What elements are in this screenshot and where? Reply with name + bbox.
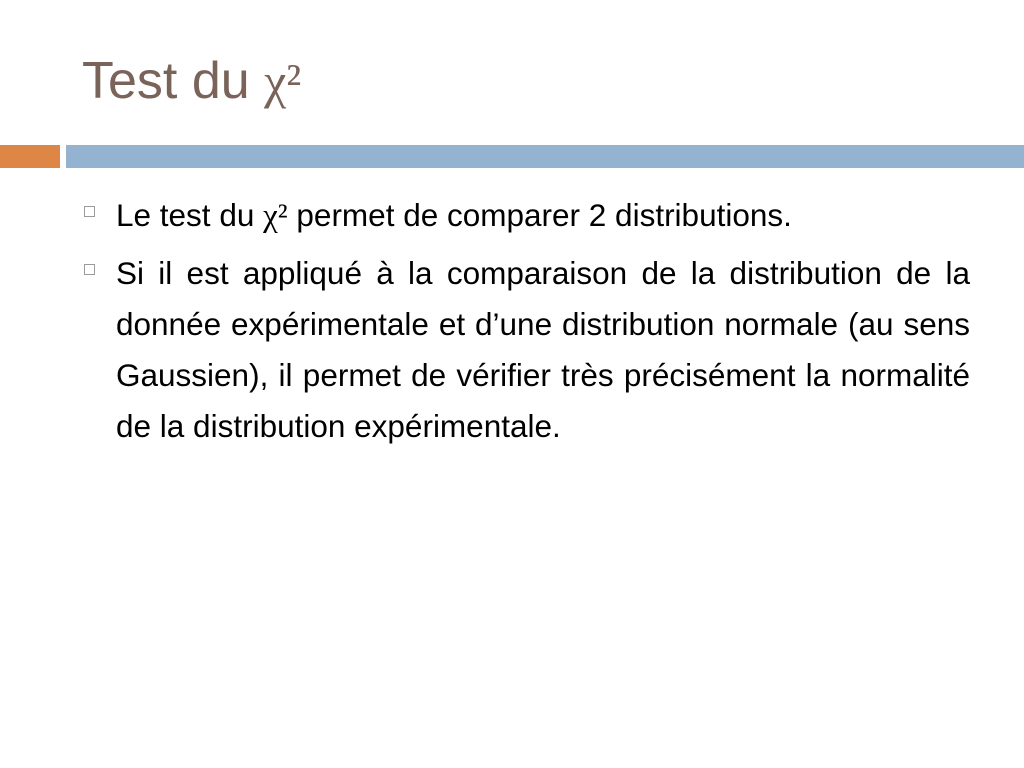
bullet-1-text-before: Le test du	[116, 197, 264, 233]
slide-title	[82, 48, 301, 114]
square-bullet-icon	[84, 206, 95, 217]
square-bullet-icon	[84, 264, 95, 275]
bullet-text-1	[116, 190, 970, 242]
bullet-list	[82, 190, 970, 458]
slide-title-text: Test du	[82, 52, 265, 110]
chi-squared-symbol: χ²	[264, 53, 302, 109]
bullet-item-1	[82, 190, 970, 242]
accent-bar-orange	[0, 145, 60, 168]
bullet-item-2	[82, 248, 970, 452]
accent-bar-blue	[66, 145, 1024, 168]
bullet-1-text-after: permet de comparer 2 distributions.	[287, 197, 792, 233]
bullet-text-2: Si il est appliqué à la comparaison de la distribution de la donnée expérimentale et d’une distribution normale (au sens Gaussien), il permet de vérifier très précisément la normalité de la distribution expérimentale.	[116, 255, 970, 444]
bullet-1-chi-squared-symbol: χ²	[263, 198, 288, 234]
